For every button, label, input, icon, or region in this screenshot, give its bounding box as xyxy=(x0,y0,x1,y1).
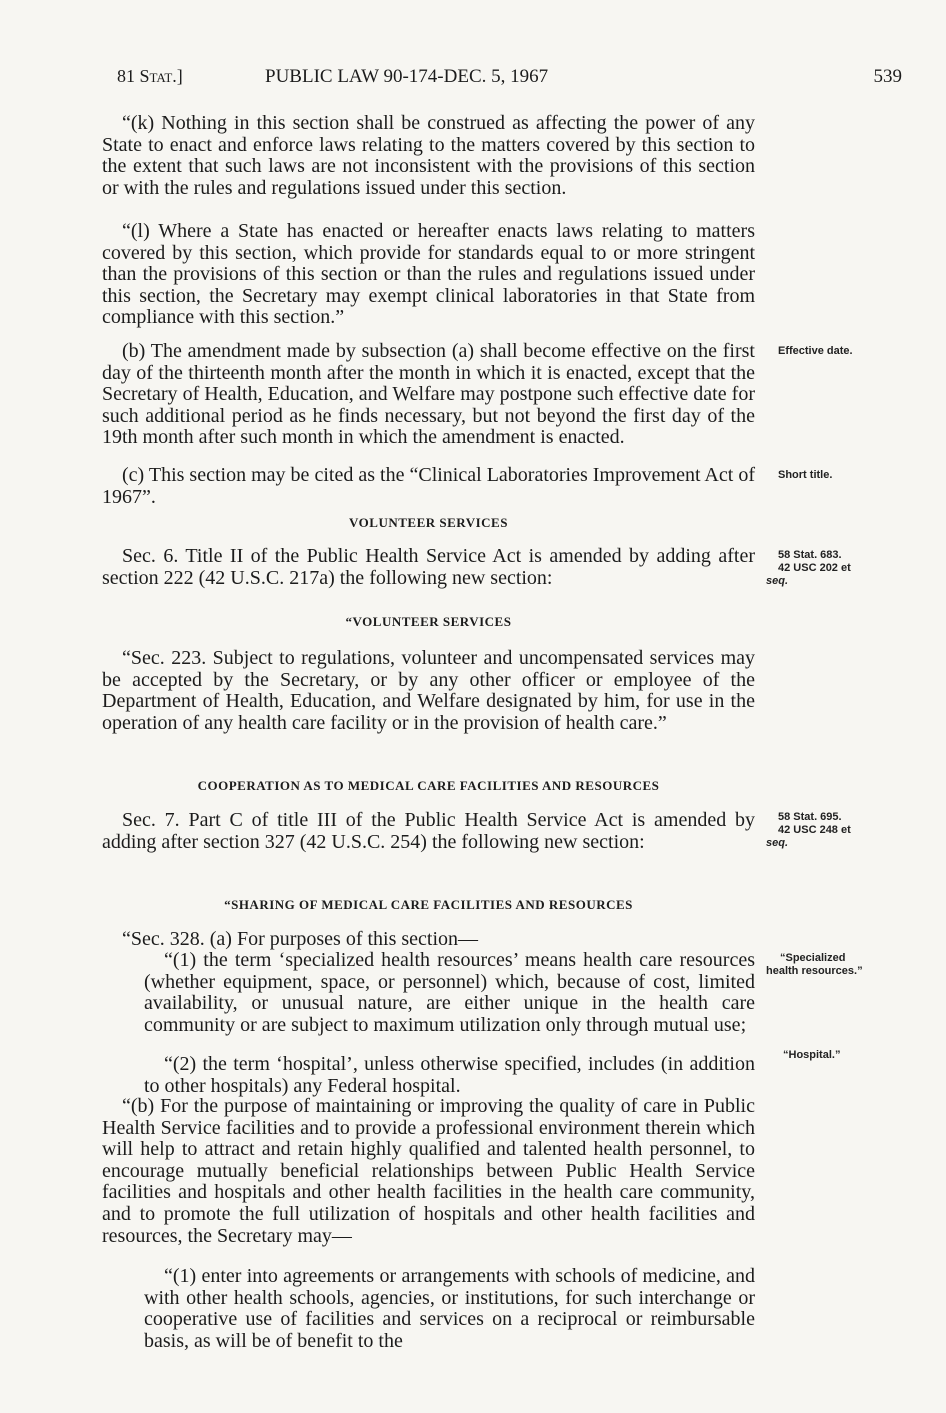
paragraph-sec-6: Sec. 6. Title II of the Public Health Service Act is amended by adding after section 222 (42 U.S.C. 217a) the following new section: xyxy=(102,545,755,589)
heading-sharing: “SHARING OF MEDICAL CARE FACILITIES AND RESOURCES xyxy=(224,897,633,912)
paragraph-definition-2: “(2) the term ‘hospital’, unless otherwise specified, includes (in addition to other hospitals) any Federal hospital. xyxy=(144,1053,755,1097)
heading-cooperation: COOPERATION AS TO MEDICAL CARE FACILITIES AND RESOURCES xyxy=(197,778,660,793)
paragraph-sec-223: “Sec. 223. Subject to regulations, volunteer and uncompensated services may be accepted by the Secretary, or by any other officer or employee of the Department of Health, Education, and Welfare designated by him, for use in the operation of any health care facility or in the provision of health care.” xyxy=(102,647,755,734)
margin-note-hospital: “Hospital.” xyxy=(783,1049,841,1061)
citation-1-line-2: 42 USC 202 et xyxy=(778,562,851,574)
header-statute-ref: 81 Stat.] xyxy=(117,66,183,86)
citation-2-line-3: seq. xyxy=(766,837,789,849)
citation-1-line-1: 58 Stat. 683. xyxy=(778,549,842,561)
margin-note-citation-2 xyxy=(766,811,928,850)
citation-2-line-2: 42 USC 248 et xyxy=(778,824,851,836)
paragraph-b-1: “(1) enter into agreements or arrangements with schools of medicine, and with other health schools, agencies, or institutions, for such interchange or cooperative use of facilities and services on a reciprocal or reimbursable basis, as will be of benefit to the xyxy=(144,1265,755,1352)
margin-note-short-title: Short title. xyxy=(778,469,833,481)
page-number: 539 xyxy=(873,66,902,87)
citation-2-line-1: 58 Stat. 695. xyxy=(778,811,842,823)
heading-volunteer-services-quoted: “VOLUNTEER SERVICES xyxy=(345,614,512,629)
specialized-line-1: “Specialized xyxy=(780,952,846,964)
paragraph-c: (c) This section may be cited as the “Clinical Laboratories Improvement Act of 1967”. xyxy=(102,464,755,508)
margin-note-citation-1 xyxy=(766,549,928,588)
paragraph-k: “(k) Nothing in this section shall be construed as affecting the power of any State to enact and enforce laws relating to the matters covered by this section to the extent that such laws are not inconsistent with the provisions of this section or with the rules and regulations issued under this section. xyxy=(102,112,755,199)
header-title: PUBLIC LAW 90-174-DEC. 5, 1967 xyxy=(265,66,549,87)
body-text xyxy=(102,0,755,1413)
paragraph-l: “(l) Where a State has enacted or hereafter enacts laws relating to matters covered by this section, which provide for standards equal to or more stringent than the provisions of this section or than the rules and regulations issued under this section, the Secretary may exempt clinical laboratories in that State from compliance with this section.” xyxy=(102,220,755,329)
paragraph-sec-328-a: “Sec. 328. (a) For purposes of this section— xyxy=(122,928,479,950)
specialized-line-2: health resources.” xyxy=(766,965,863,977)
paragraph-sec-7: Sec. 7. Part C of title III of the Public Health Service Act is amended by adding after section 327 (42 U.S.C. 254) the following new section: xyxy=(102,809,755,853)
citation-1-line-3: seq. xyxy=(766,575,789,587)
paragraph-b: (b) The amendment made by subsection (a) shall become effective on the first day of the thirteenth month after the month in which it is enacted, except that the Secretary of Health, Education, and Welfare may postpone such effective date for such additional period as he finds necessary, but not beyond the first day of the 19th month after such month in which the amendment is enacted. xyxy=(102,340,755,449)
margin-note-effective-date: Effective date. xyxy=(778,345,853,357)
heading-volunteer-services: VOLUNTEER SERVICES xyxy=(349,515,508,530)
paragraph-sec-328-b: “(b) For the purpose of maintaining or improving the quality of care in Public Health Service facilities and to provide a professional environment therein which will help to attract and retain highly qualified and talented health personnel, to encourage mutually beneficial relationships between Public Health Service facilities and hospitals and other health facilities in the health care community, and to promote the full utilization of hospitals and other health facilities and resources, the Secretary may— xyxy=(102,1095,755,1247)
paragraph-definition-1: “(1) the term ‘specialized health resources’ means health care resources (whether equipment, space, or personnel) which, because of cost, limited availability, or unusual nature, are either unique in the health care community or are subject to maximum utilization only through mutual use; xyxy=(144,949,755,1036)
margin-note-specialized-health-resources xyxy=(766,952,916,978)
